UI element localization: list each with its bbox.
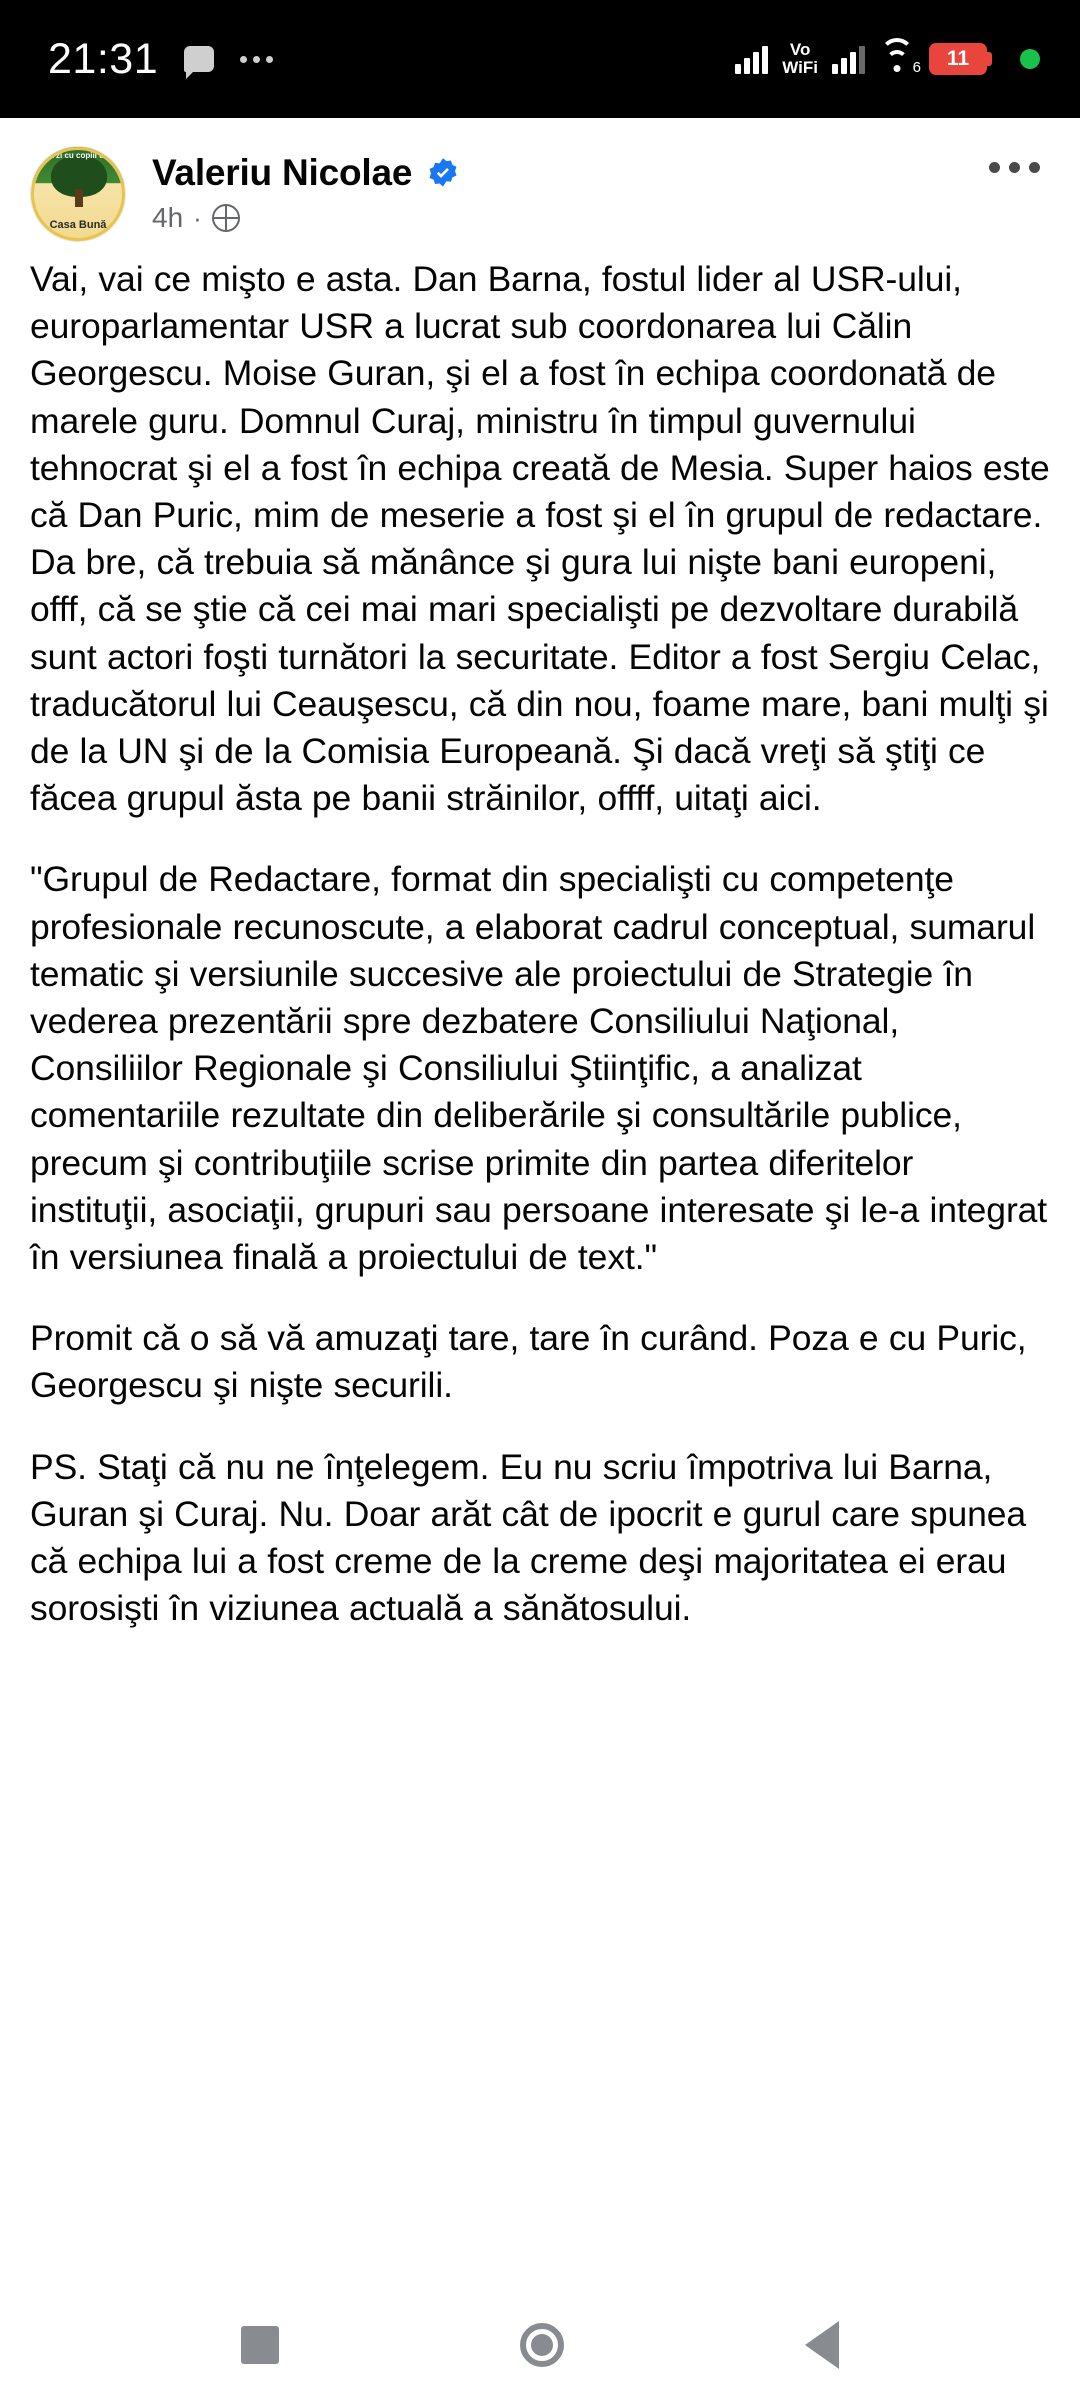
post-paragraph-1: Vai, vai ce mişto e asta. Dan Barna, fostul lider al USR-ului, europarlamentar USR a lucrat sub coordonarea lui Călin Georgescu. Moise Guran, şi el a fost în echipa coordonată de marele guru. Domnul Curaj, ministru în timpul guvernului tehnocrat şi el a fost în echipa creată de Mesia. Super haios este că Dan Puric, mim de meserie a fost şi el în grupul de redactare. Da bre, că trebuia să mănânce şi gura lui nişte bani europeni, offf, că se ştie că cei mai mari specialişti pe dezvoltare durabilă sunt actori foşti turnători la securitate. Editor a fost Sergiu Celac, traducătorul lui Ceauşescu, că din nou, foame mare, bani mulţi şi de la UN şi de la Comisia Europeană. Şi dacă vreţi să ştiţi ce făcea grupul ăsta pe banii străinilor, offff, uitaţi aici. — [30, 259, 1050, 819]
more-dots-icon — [240, 56, 273, 63]
battery-level-label: 11 — [929, 43, 987, 75]
signal-bars-icon-1 — [735, 44, 768, 74]
status-bar-right — [735, 41, 1040, 77]
square-recents-icon[interactable] — [241, 2326, 279, 2364]
status-bar — [0, 0, 1080, 118]
post-timestamp[interactable]: 4h — [152, 202, 184, 233]
post-paragraph-2: "Grupul de Redactare, format din specialişti cu competenţe profesionale recunoscute, a elaborat cadrul conceptual, sumarul tematic şi versiunile succesive ale proiectului de Strategie în vederea prezentării spre dezbatere Consiliului Naţional, Consiliilor Regionale şi Consiliului Ştiinţific, a analizat comentariile rezultate din deliberările şi consultările publice, precum şi contribuţiile scrise primite din partea diferitelor instituţii, asociaţii, grupuri sau persoane interesate şi le-a integrat în versiunea finală a proiectului de text." — [30, 859, 1048, 1278]
triangle-back-icon[interactable] — [805, 2321, 839, 2369]
post-meta-row — [152, 202, 460, 234]
chat-bubble-icon — [184, 46, 214, 72]
post-body — [30, 246, 1050, 1632]
status-clock: 21:31 — [48, 34, 159, 83]
recording-indicator-dot — [1020, 49, 1040, 69]
avatar-top-text: Altă zi cu copiii de la — [38, 151, 118, 160]
vowifi-indicator — [782, 41, 818, 77]
post-paragraph-4: PS. Staţi că nu ne înţelegem. Eu nu scriu împotriva lui Barna, Guran şi Curaj. Nu. Doar arăt cât de ipocrit e gurul care spunea că echipa lui a fost creme de la creme deşi majoritatea ei erau sorosişti în viziunea actuală a sănătosului. — [30, 1446, 1027, 1629]
wifi-band-label: 6 — [912, 59, 921, 76]
meta-separator: · — [193, 203, 202, 233]
more-options-icon[interactable] — [989, 162, 1040, 173]
status-bar-left — [48, 35, 273, 84]
verified-badge-icon — [426, 156, 460, 190]
post-container — [0, 118, 1080, 2288]
vowifi-vo-label: Vo — [789, 40, 811, 59]
wifi-icon — [879, 44, 921, 76]
avatar[interactable] — [30, 146, 126, 242]
android-nav-bar — [0, 2288, 1080, 2400]
signal-bars-icon-2 — [832, 44, 865, 74]
post-header — [30, 118, 1050, 246]
circle-home-icon[interactable] — [520, 2323, 564, 2367]
globe-icon[interactable] — [212, 204, 240, 232]
author-block — [152, 146, 460, 234]
vowifi-wifi-label: WiFi — [782, 58, 818, 77]
author-name[interactable]: Valeriu Nicolae — [152, 152, 413, 193]
post-paragraph-3: Promit că o să vă amuzaţi tare, tare în curând. Poza e cu Puric, Georgescu şi nişte securili. — [30, 1318, 1027, 1406]
battery-icon — [929, 43, 992, 75]
avatar-caption: Casa Bună — [49, 219, 107, 231]
author-name-row — [152, 152, 460, 194]
